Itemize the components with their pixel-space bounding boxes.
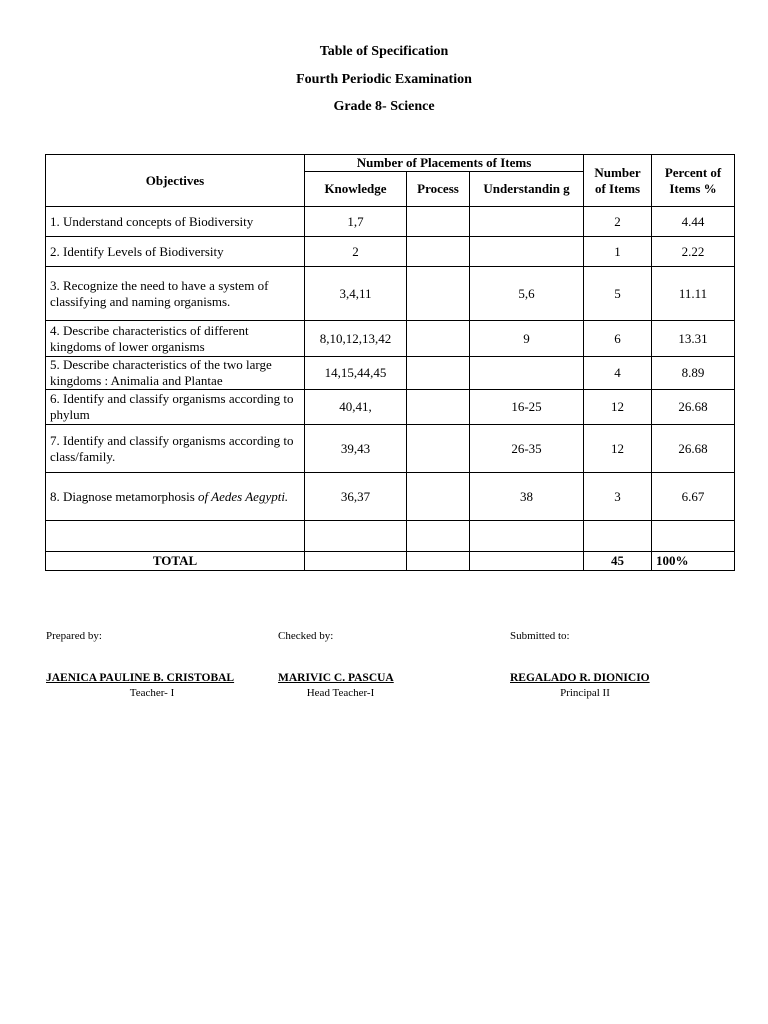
objective-cell [46,267,305,321]
header-placements: Number of Placements of Items [305,155,584,172]
table-row [46,473,735,521]
percent-cell: 8.89 [652,357,735,390]
process-cell [407,207,470,237]
objective-cell [46,521,305,552]
understanding-cell [470,357,584,390]
header-objectives: Objectives [46,155,305,207]
table-row [46,521,735,552]
percent-cell [652,521,735,552]
header-percent-of-items: Percent of Items % [652,155,735,207]
percent-cell: 11.11 [652,267,735,321]
process-cell [407,267,470,321]
number-cell: 12 [584,390,652,425]
checked-by-name: MARIVIC C. PASCUA [278,672,394,684]
table-row [46,357,735,390]
objective-text: 1. Understand concepts of Biodiversity [50,213,254,229]
objective-text: 5. Describe characteristics of the two large kingdoms : Animalia and Plantae [50,357,272,388]
grade-subject: Grade 8- Science [333,99,435,114]
objective-italic-text: of Aedes Aegypti. [198,488,289,504]
percent-cell: 2.22 [652,237,735,267]
number-cell [584,521,652,552]
percent-cell: 13.31 [652,321,735,357]
objective-cell [46,357,305,390]
objective-text: 6. Identify and classify organisms according to phylum [50,391,294,422]
knowledge-cell: 1,7 [305,207,407,237]
knowledge-cell: 39,43 [305,425,407,473]
table-row [46,321,735,357]
objective-cell [46,425,305,473]
knowledge-cell: 36,37 [305,473,407,521]
knowledge-cell [305,521,407,552]
table-cell [407,552,470,571]
number-cell: 1 [584,237,652,267]
objective-text: 8. Diagnose metamorphosis [50,488,199,504]
objective-text: 7. Identify and classify organisms according to class/family. [50,432,294,464]
checked-by-label: Checked by: [278,630,334,642]
knowledge-cell: 14,15,44,45 [305,357,407,390]
prepared-by-label: Prepared by: [46,630,102,642]
number-cell: 12 [584,425,652,473]
percent-cell: 26.68 [652,390,735,425]
total-row [46,552,735,571]
objective-text: 3. Recognize the need to have a system of classifying and naming organisms. [50,277,269,309]
knowledge-cell: 3,4,11 [305,267,407,321]
header-understanding: Understandin g [470,172,584,207]
understanding-cell: 9 [470,321,584,357]
document-title: Table of Specification [319,44,449,59]
total-percent: 100% [652,552,735,571]
submitted-to-role: Principal II [560,687,610,699]
checked-by-role: Head Teacher-I [306,687,375,699]
understanding-cell: 26-35 [470,425,584,473]
understanding-cell [470,521,584,552]
process-cell [407,390,470,425]
objective-cell [46,237,305,267]
objective-text: 4. Describe characteristics of different kingdoms of lower organisms [50,322,249,354]
knowledge-cell: 2 [305,237,407,267]
percent-cell: 26.68 [652,425,735,473]
table-row [46,237,735,267]
objective-text: 2. Identify Levels of Biodiversity [50,243,224,259]
knowledge-cell: 40,41, [305,390,407,425]
understanding-cell: 5,6 [470,267,584,321]
process-cell [407,321,470,357]
table-row [46,425,735,473]
exam-name: Fourth Periodic Examination [296,72,472,87]
header-process: Process [407,172,470,207]
number-cell: 2 [584,207,652,237]
process-cell [407,357,470,390]
submitted-to-name: REGALADO R. DIONICIO [510,672,650,684]
prepared-by-name: JAENICA PAULINE B. CRISTOBAL [46,672,235,684]
table-row [46,390,735,425]
header-knowledge: Knowledge [305,172,407,207]
understanding-cell [470,237,584,267]
number-cell: 6 [584,321,652,357]
knowledge-cell: 8,10,12,13,42 [305,321,407,357]
percent-cell: 4.44 [652,207,735,237]
number-cell: 5 [584,267,652,321]
specification-table [45,154,735,571]
process-cell [407,425,470,473]
understanding-cell [470,207,584,237]
prepared-by-role: Teacher- I [129,687,175,699]
understanding-cell: 16-25 [470,390,584,425]
objective-cell [46,321,305,357]
percent-cell: 6.67 [652,473,735,521]
objective-cell [46,207,305,237]
number-cell: 4 [584,357,652,390]
table-cell [305,552,407,571]
table-row [46,267,735,321]
process-cell [407,521,470,552]
header-number-of-items: Number of Items [584,155,652,207]
table-row [46,207,735,237]
submitted-to-label: Submitted to: [510,630,570,642]
objective-cell [46,473,305,521]
number-cell: 3 [584,473,652,521]
process-cell [407,473,470,521]
objective-cell [46,390,305,425]
total-label: TOTAL [46,552,305,571]
total-number: 45 [584,552,652,571]
process-cell [407,237,470,267]
table-cell [470,552,584,571]
understanding-cell: 38 [470,473,584,521]
